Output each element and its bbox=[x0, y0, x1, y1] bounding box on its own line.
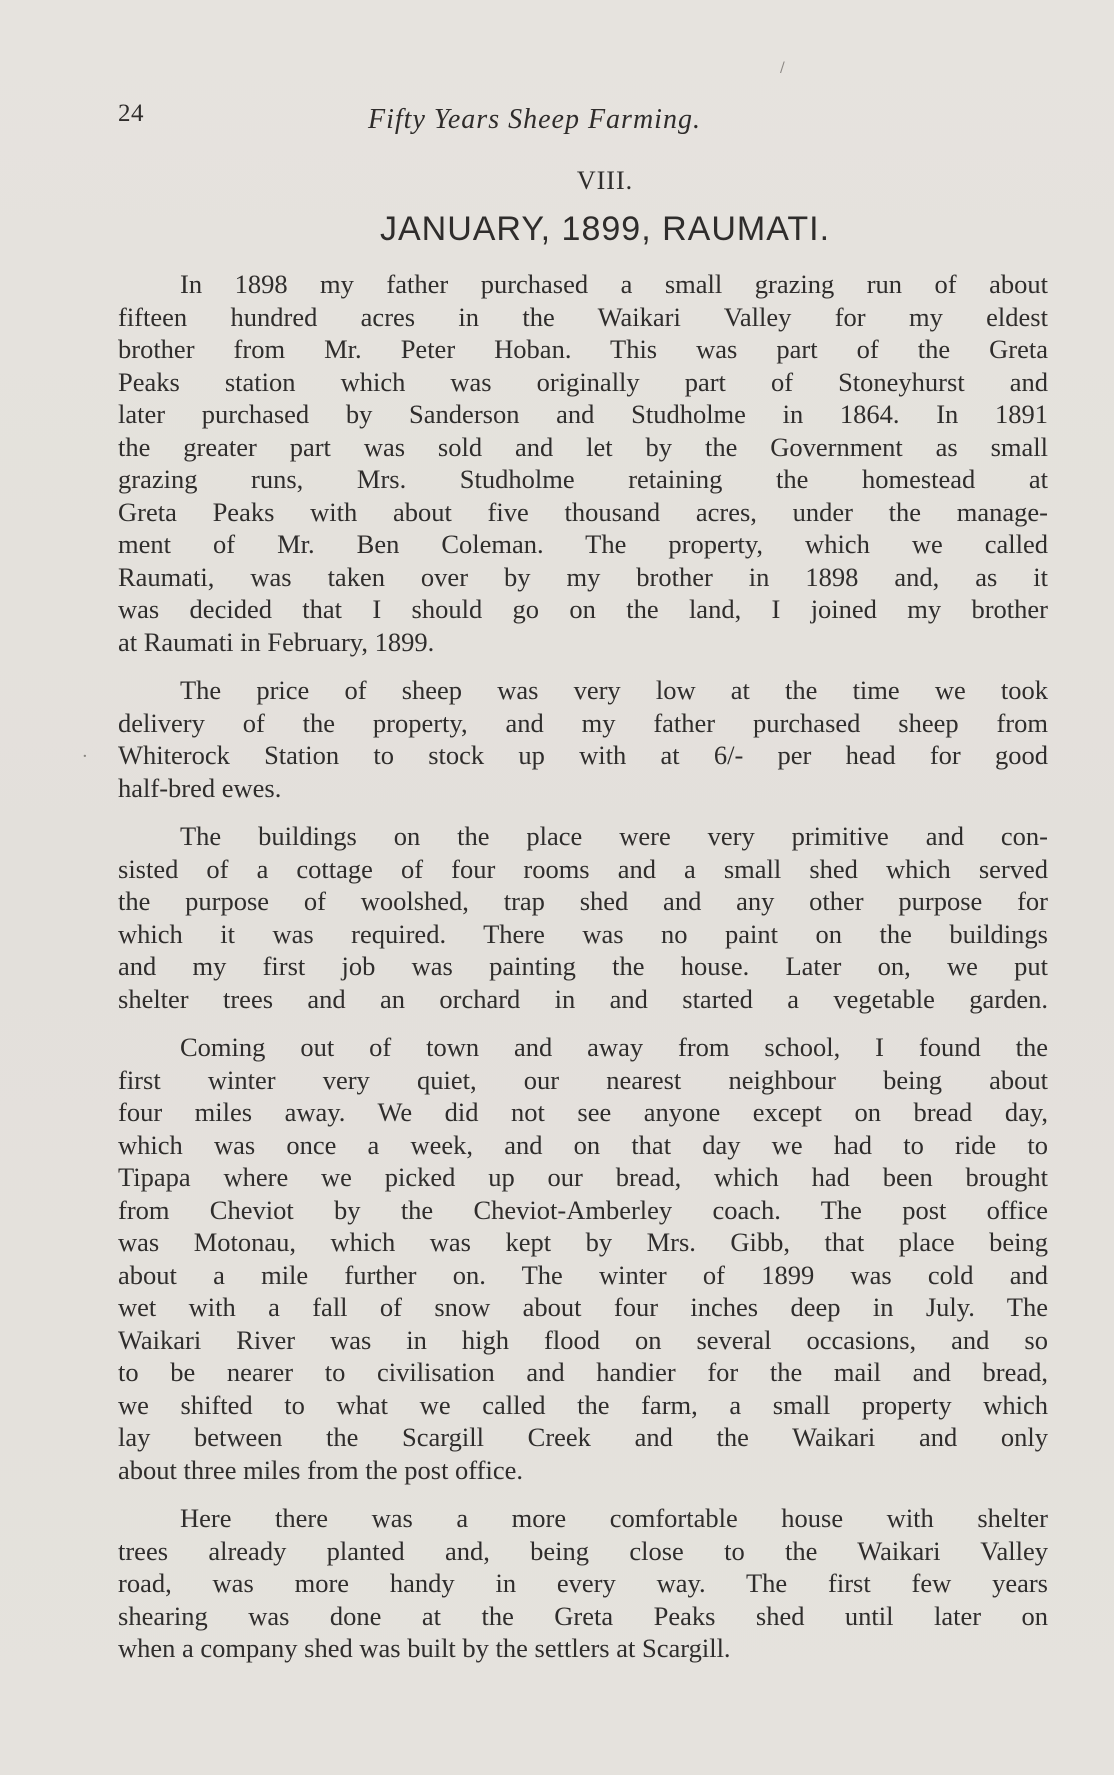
paragraph-2 bbox=[118, 674, 1048, 804]
text-line: ment of Mr. Ben Coleman. The property, which we called bbox=[118, 529, 1048, 559]
page-number: 24 bbox=[118, 100, 144, 127]
text-line: Raumati, was taken over by my brother in 1898 and, as it bbox=[118, 561, 1048, 592]
paper-speck: / bbox=[780, 60, 785, 76]
text-line: fifteen hundred acres in the Waikari Valley for my eldest bbox=[118, 301, 1048, 332]
text-line: Here there was a more comfortable house with shelter bbox=[180, 1503, 1048, 1533]
paper-speck: · bbox=[82, 746, 88, 767]
text-line: Coming out of town and away from school, I found the bbox=[180, 1032, 1048, 1062]
text-line: which it was required. There was no paint on the buildings bbox=[118, 918, 1048, 949]
text-line: lay between the Scargill Creek and the Waikari and only bbox=[118, 1422, 1048, 1452]
text-line: the greater part was sold and let by the Government as small bbox=[118, 431, 1048, 462]
text-line: when a company shed was built by the settlers at Scargill. bbox=[118, 1633, 731, 1663]
text-line: shelter trees and an orchard in and started a vegetable garden. bbox=[118, 983, 1048, 1014]
text-line: from Cheviot by the Cheviot-Amberley coach. The post office bbox=[118, 1194, 1048, 1225]
text-line: The buildings on the place were very primitive and con- bbox=[180, 821, 1048, 851]
text-line: at Raumati in February, 1899. bbox=[118, 626, 435, 657]
text-line: later purchased by Sanderson and Studholme in 1864. In 1891 bbox=[118, 399, 1048, 429]
text-line: was decided that I should go on the land, I joined my brother bbox=[118, 594, 1048, 624]
text-line: Whiterock Station to stock up with at 6/- per head for good bbox=[118, 740, 1048, 770]
text-line: wet with a fall of snow about four inches deep in July. The bbox=[118, 1292, 1048, 1322]
text-line: about three miles from the post office. bbox=[118, 1454, 523, 1485]
text-line: shearing was done at the Greta Peaks shed until later on bbox=[118, 1600, 1048, 1631]
paragraph-3 bbox=[118, 820, 1048, 1015]
paragraph-1 bbox=[118, 268, 1048, 658]
text-line: four miles away. We did not see anyone except on bread day, bbox=[118, 1097, 1048, 1127]
text-line: Tipapa where we picked up our bread, which had been brought bbox=[118, 1162, 1048, 1192]
running-head: Fifty Years Sheep Farming. bbox=[368, 104, 701, 135]
chapter-title: JANUARY, 1899, RAUMATI. bbox=[379, 210, 831, 248]
text-line: delivery of the property, and my father purchased sheep from bbox=[118, 707, 1048, 738]
text-line: trees already planted and, being close to the Waikari Valley bbox=[118, 1535, 1048, 1566]
text-line: and my first job was painting the house. Later on, we put bbox=[118, 951, 1048, 981]
text-line: road, was more handy in every way. The first few years bbox=[118, 1568, 1048, 1598]
text-line: grazing runs, Mrs. Studholme retaining the homestead at bbox=[118, 464, 1048, 494]
body-text bbox=[118, 268, 1048, 1681]
text-line: sisted of a cottage of four rooms and a small shed which served bbox=[118, 853, 1048, 884]
text-line: was Motonau, which was kept by Mrs. Gibb, that place being bbox=[118, 1227, 1048, 1257]
text-line: to be nearer to civilisation and handier for the mail and bread, bbox=[118, 1357, 1048, 1387]
text-line: The price of sheep was very low at the time we took bbox=[180, 675, 1048, 705]
text-line: Greta Peaks with about five thousand acres, under the manage- bbox=[118, 496, 1048, 527]
text-line: we shifted to what we called the farm, a small property which bbox=[118, 1389, 1048, 1420]
paragraph-5 bbox=[118, 1502, 1048, 1665]
text-line: brother from Mr. Peter Hoban. This was part of the Greta bbox=[118, 334, 1048, 364]
text-line: first winter very quiet, our nearest neighbour being about bbox=[118, 1064, 1048, 1095]
text-line: Peaks station which was originally part of Stoneyhurst and bbox=[118, 366, 1048, 397]
text-line: the purpose of woolshed, trap shed and any other purpose for bbox=[118, 886, 1048, 916]
text-line: which was once a week, and on that day we had to ride to bbox=[118, 1129, 1048, 1160]
text-line: half-bred ewes. bbox=[118, 772, 282, 803]
text-line: Waikari River was in high flood on several occasions, and so bbox=[118, 1324, 1048, 1355]
text-line: about a mile further on. The winter of 1899 was cold and bbox=[118, 1259, 1048, 1290]
chapter-number: VIII. bbox=[576, 166, 634, 195]
paragraph-4 bbox=[118, 1031, 1048, 1486]
text-line: In 1898 my father purchased a small grazing run of about bbox=[180, 269, 1048, 299]
